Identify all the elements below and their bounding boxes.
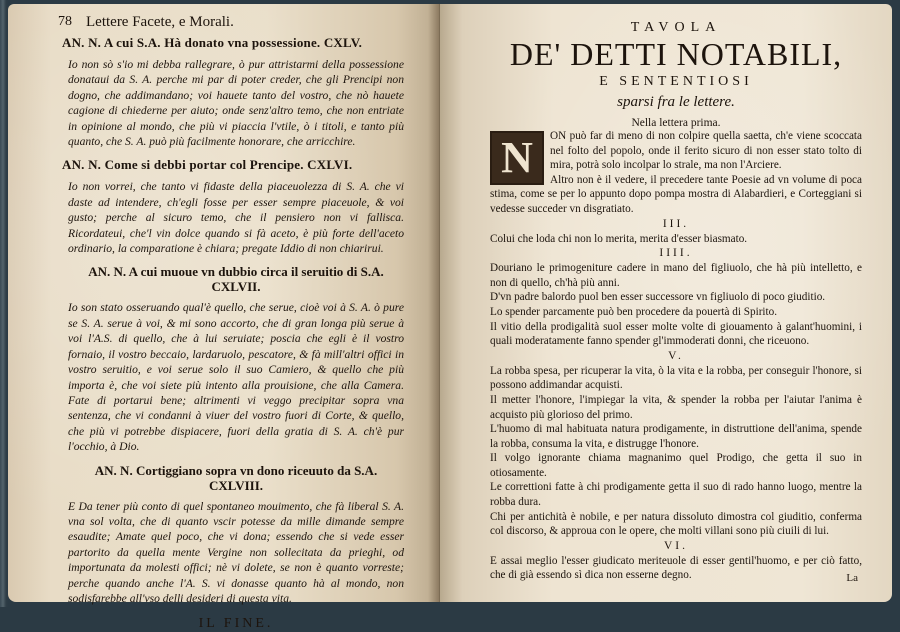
index-entry: Altro non è il vedere, il precedere tante Poesie ad vn volume di poca stima, come se per lo appunto dopo pompa mostra di Alabardieri, e Corteggiani si vedesse succeder vn disgratiato. [490, 173, 862, 215]
letter-body: E Da tener più conto di quel spontaneo mouimento, che fà liberal S. A. vna sol volta, che di quanto vscir potesse da mille dimande sempre esaudite; Amate quel poco, che vi dona; essendo che si vede esser partorito da quella mente Vergine non sollecitata da prieghi, od importunata da molesti offici; nè vi dolete, se non è quanto vorreste; perche quando anche l'A. S. vi donasse quanto hà al mondo, non sodisfarebbe all'vso delli desideri di questa vita. [68, 499, 404, 605]
decorated-initial-letter: N [501, 133, 533, 182]
letter-heading [62, 157, 404, 173]
running-head-title: Lettere Facete, e Morali. [86, 14, 234, 30]
letter-section [62, 35, 404, 149]
index-entry: Il volgo ignorante chiama magnanimo quel Prodigo, che getta il suo in otiosamente. [490, 452, 862, 479]
index-entry: E assai meglio l'esser giudicato meriteuole di esser gentil'huomo, e per ciò fatto, che di già essendo sì dica non esserne degno. [490, 554, 862, 582]
section-roman-numeral: V. [668, 349, 684, 362]
index-title: DE' DETTI NOTABILI, [509, 36, 843, 72]
letter-body: Io non sò s'io mi debba rallegrare, ò pur attristarmi della possessione donataui da S. A. perche mi par di poter creder, che gli Prencipi non dogno, che addimandano; voi hauete tanto del vostro, che nò hauete cagione di chiederne per aiuto; onde senz'altro temo, che non entriate in opinione al mondo, che più vi piaccia l'vtile, ò i titoli, e tanto più quanto, che S. A. può più facilmente honorare, che arricchire. [68, 58, 404, 149]
index-subtitle: E SENTENTIOSI [599, 74, 753, 89]
letter-heading-text: AN. N. Cortiggiano sopra vn dono riceuuto da S.A. [94, 462, 378, 478]
index-entry: L'huomo di mal habituata natura prodigamente, in distruttione dell'anima, spende la robba, consuma la vita, e distrugge l'honore. [490, 423, 862, 450]
letter-section [62, 157, 404, 256]
letter-heading-text: AN. N. A cui muoue vn dubbio circa il seruitio di S.A. [88, 264, 384, 280]
index-label: TAVOLA [630, 20, 722, 35]
index-entry: Lo spender parcamente può ben procedere da pouertà di Spirito. [490, 305, 778, 318]
letter-body: Io son stato osseruando qual'è quello, che serue, cioè voi à S. A. ò pure se S. A. serue à voi, & mi sono accorto, che di gran longa più serue à voi l'A.S. di quello, che à lui seruiate; poscia che egli è il vostro fornaio, il vostro beccaio, lardaruolo, pescatore, & fà mill'altri offici in vostro seruitio, e voi serue solo il suo Camiero, & quello che più importa è, che voi siete più intento alla prouisione, che alla Camera. Fate di portarui bene; altrimenti vi veggo precipitar sopra vna sentenza, che vi condanni à viuer del vostro fuori di Corte, & quello, che più vi potrebbe dispiacere, fuori della gratia di S. A. ch'è pur l'occhio, à Dio. [68, 301, 404, 454]
letter-section [68, 264, 404, 454]
first-letter-label: Nella lettera prima. [631, 117, 721, 129]
index-entry: Douriano le primogeniture cadere in mano del figliuolo, che hà più intelletto, e non di quello, ch'hà più anni. [490, 262, 862, 289]
index-entry: Colui che loda chi non lo merita, merita d'esser biasmato. [490, 232, 748, 245]
index-entry: D'vn padre balordo puol ben esser successore vn figliuolo di poco giuditio. [490, 291, 826, 304]
letter-number: CXLVI. [307, 157, 353, 173]
letter-heading-text: AN. N. Come si debbi portar col Prencipe. [62, 157, 304, 173]
page-number: 78 [58, 14, 72, 29]
index-subtitle-italic: sparsi fra le lettere. [617, 94, 735, 110]
left-page [8, 4, 440, 632]
decorated-initial [490, 131, 544, 185]
index-entry: Le correttioni fatte à chi prodigamente getta il suo di rado hanno luogo, mentre la robba dura. [490, 481, 862, 509]
letter-number: CXLVIII. [208, 477, 264, 493]
letter-number: CXLVII. [211, 279, 261, 295]
letter-heading-text: AN. N. A cui S.A. Hà donato vna possessione. [62, 35, 321, 50]
right-page [440, 4, 892, 602]
catchword: La [846, 572, 858, 584]
letter-number: CXLV. [323, 35, 363, 50]
letter-heading [62, 35, 404, 51]
first-entry-block [490, 129, 862, 217]
section-roman-numeral: IIII. [659, 247, 693, 260]
letter-heading [68, 264, 404, 294]
index-entry: La robba spesa, per ricuperar la vita, ò la vita e la robba, per conseguir l'honore, si possono addimandar acquisti. [490, 364, 862, 392]
running-head [58, 14, 404, 31]
index-entry: Il vitio della prodigalità suol esser molte volte di giouamento à galant'huomini, i quali moderatamente fanno spender gl'immoderati donni, che riceuono. [490, 320, 862, 348]
section-roman-numeral: VI. [663, 539, 688, 552]
letter-body: Io non vorrei, che tanto vi fidaste della piaceuolezza di S. A. che vi daste ad intendere, ch'egli fosse per esser sempre piaceuole, & voi gusto; perche al sicuro temo, che il pensiero non vi fallisca. Ricordateui, che'l vin dolce quando si fà aceto, è più forte dell'aceto ordinario, la comparatione è chiara; pregate Iddio di non chiarirui. [68, 180, 404, 256]
letter-section [68, 463, 404, 607]
index-entry: Chi per antichità è nobile, e per natura dissoluto dimostra col giuditio, conferma col discorso, & approua con le opere, che molti villani sono più ciuili di lui. [490, 510, 862, 538]
end-mark: IL FINE. [198, 616, 274, 632]
letter-heading [68, 463, 404, 493]
section-roman-numeral: III. [662, 217, 690, 230]
index-entry: ON può far di meno di non colpire quella saetta, ch'e viene scoccata nel folto del popolo, onde il ferito sicuro di non esser stato tolto di mira, potrà solo incolpar lo strale, ma non l'Arciere. [550, 130, 862, 172]
index-entry: Il metter l'honore, l'impiegar la vita, & spender la robba per l'aiutar l'anima è acquisto più glorioso del primo. [490, 393, 862, 421]
